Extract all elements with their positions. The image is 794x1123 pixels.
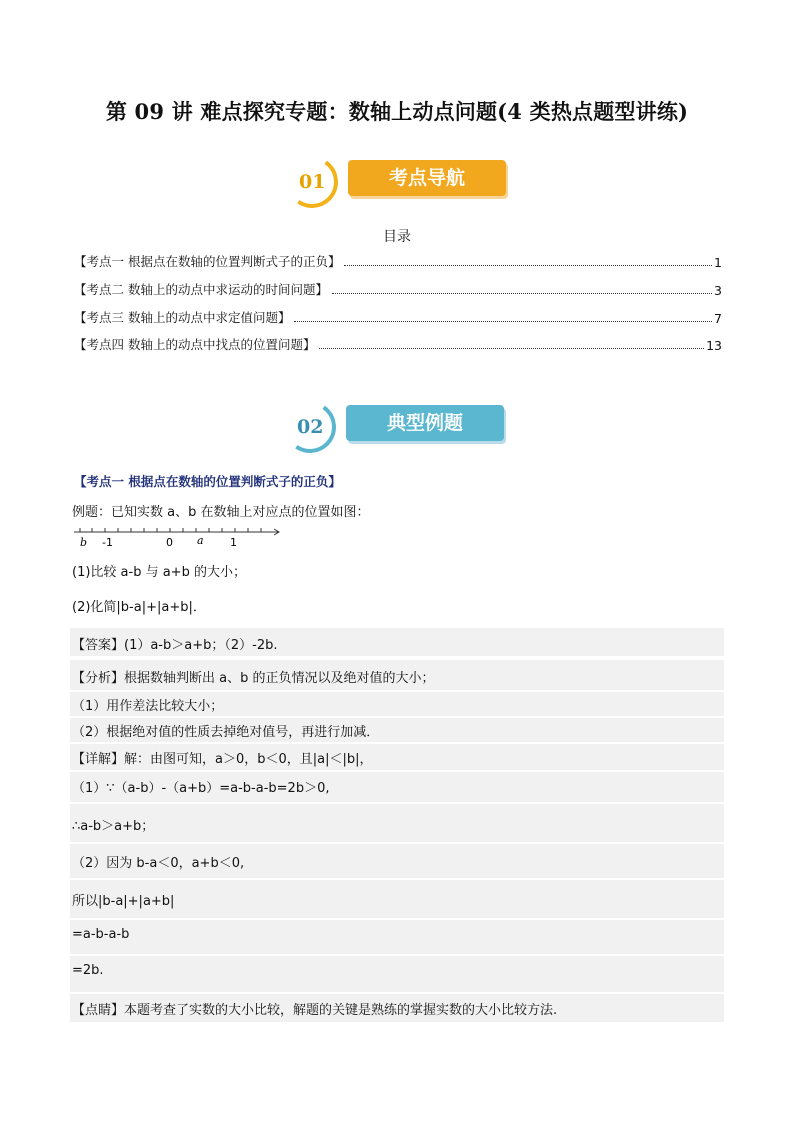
detail-step-4: 所以|b-a|+|a+b| xyxy=(72,894,175,909)
detail-step-3: （2）因为 b-a＜0，a+b＜0, xyxy=(72,856,245,871)
comment-line: 【点睛】本题考查了实数的大小比较，解题的关键是熟练的掌握实数的大小比较方法. xyxy=(72,1003,558,1018)
detail-band xyxy=(70,956,724,992)
section-badge-examples xyxy=(284,401,514,453)
toc-dot-leader xyxy=(344,265,712,266)
toc-dot-leader xyxy=(294,321,712,322)
section-heading: 【考点一 根据点在数轴的位置判断式子的正负】 xyxy=(74,474,341,489)
number-line-label-minus-one: -1 xyxy=(102,536,113,549)
toc-item-label: 【考点一 根据点在数轴的位置判断式子的正负】 xyxy=(74,254,341,269)
question-2: (2)化简|b-a|+|a+b|． xyxy=(72,600,206,615)
number-line-label-zero: 0 xyxy=(166,536,173,549)
detail-step-1: （1）∵（a-b）-（a+b）=a-b-a-b=2b＞0, xyxy=(72,781,330,796)
toc-item[interactable] xyxy=(74,252,722,270)
toc-dot-leader xyxy=(332,293,712,294)
detail-step-6: =2b. xyxy=(72,963,104,978)
analysis-step-2: （2）根据绝对值的性质去掉绝对值号，再进行加减． xyxy=(72,725,380,740)
badge-label: 典型例题 xyxy=(346,405,504,441)
question-1: (1)比较 a-b 与 a+b 的大小； xyxy=(72,565,246,580)
badge-number-circle: 02 xyxy=(280,397,340,457)
number-line-ticks xyxy=(80,528,261,532)
toc-heading: 目录 xyxy=(383,229,411,245)
page-title: 第 09 讲 难点探究专题：数轴上动点问题(4 类热点题型讲练) xyxy=(105,99,689,124)
analysis-line: 【分析】根据数轴判断出 a、b 的正负情况以及绝对值的大小； xyxy=(72,671,435,686)
toc-item-page: 7 xyxy=(714,311,722,326)
toc-item-label: 【考点三 数轴上的动点中求定值问题】 xyxy=(74,310,291,325)
toc-item[interactable] xyxy=(74,335,722,353)
detail-line: 【详解】解：由图可知，a＞0，b＜0，且|a|＜|b|， xyxy=(72,752,373,767)
badge-label: 考点导航 xyxy=(348,160,506,196)
detail-step-2: ∴a-b＞a+b； xyxy=(72,819,155,834)
number-line-figure xyxy=(72,526,284,550)
toc-item-label: 【考点二 数轴上的动点中求运动的时间问题】 xyxy=(74,282,328,297)
toc-item-page: 1 xyxy=(714,255,722,270)
detail-band xyxy=(70,804,724,842)
number-line-label-one: 1 xyxy=(230,536,237,549)
detail-band xyxy=(70,920,724,954)
toc-item[interactable] xyxy=(74,308,722,326)
toc-item-page: 13 xyxy=(706,338,722,353)
analysis-step-1: （1）用作差法比较大小； xyxy=(72,699,224,714)
toc-item-page: 3 xyxy=(714,283,722,298)
number-line-label-b: b xyxy=(80,536,88,549)
number-line-label-a: a xyxy=(197,534,204,547)
toc-item-label: 【考点四 数轴上的动点中找点的位置问题】 xyxy=(74,337,316,352)
section-badge-guide xyxy=(286,156,516,208)
badge-number-circle: 01 xyxy=(282,152,342,212)
toc-dot-leader xyxy=(319,348,704,349)
answer-line: 【答案】(1）a-b＞a+b；（2）-2b. xyxy=(72,638,278,653)
detail-step-5: =a-b-a-b xyxy=(72,927,130,942)
toc-item[interactable] xyxy=(74,280,722,298)
example-statement: 例题：已知实数 a、b 在数轴上对应点的位置如图： xyxy=(72,505,370,520)
